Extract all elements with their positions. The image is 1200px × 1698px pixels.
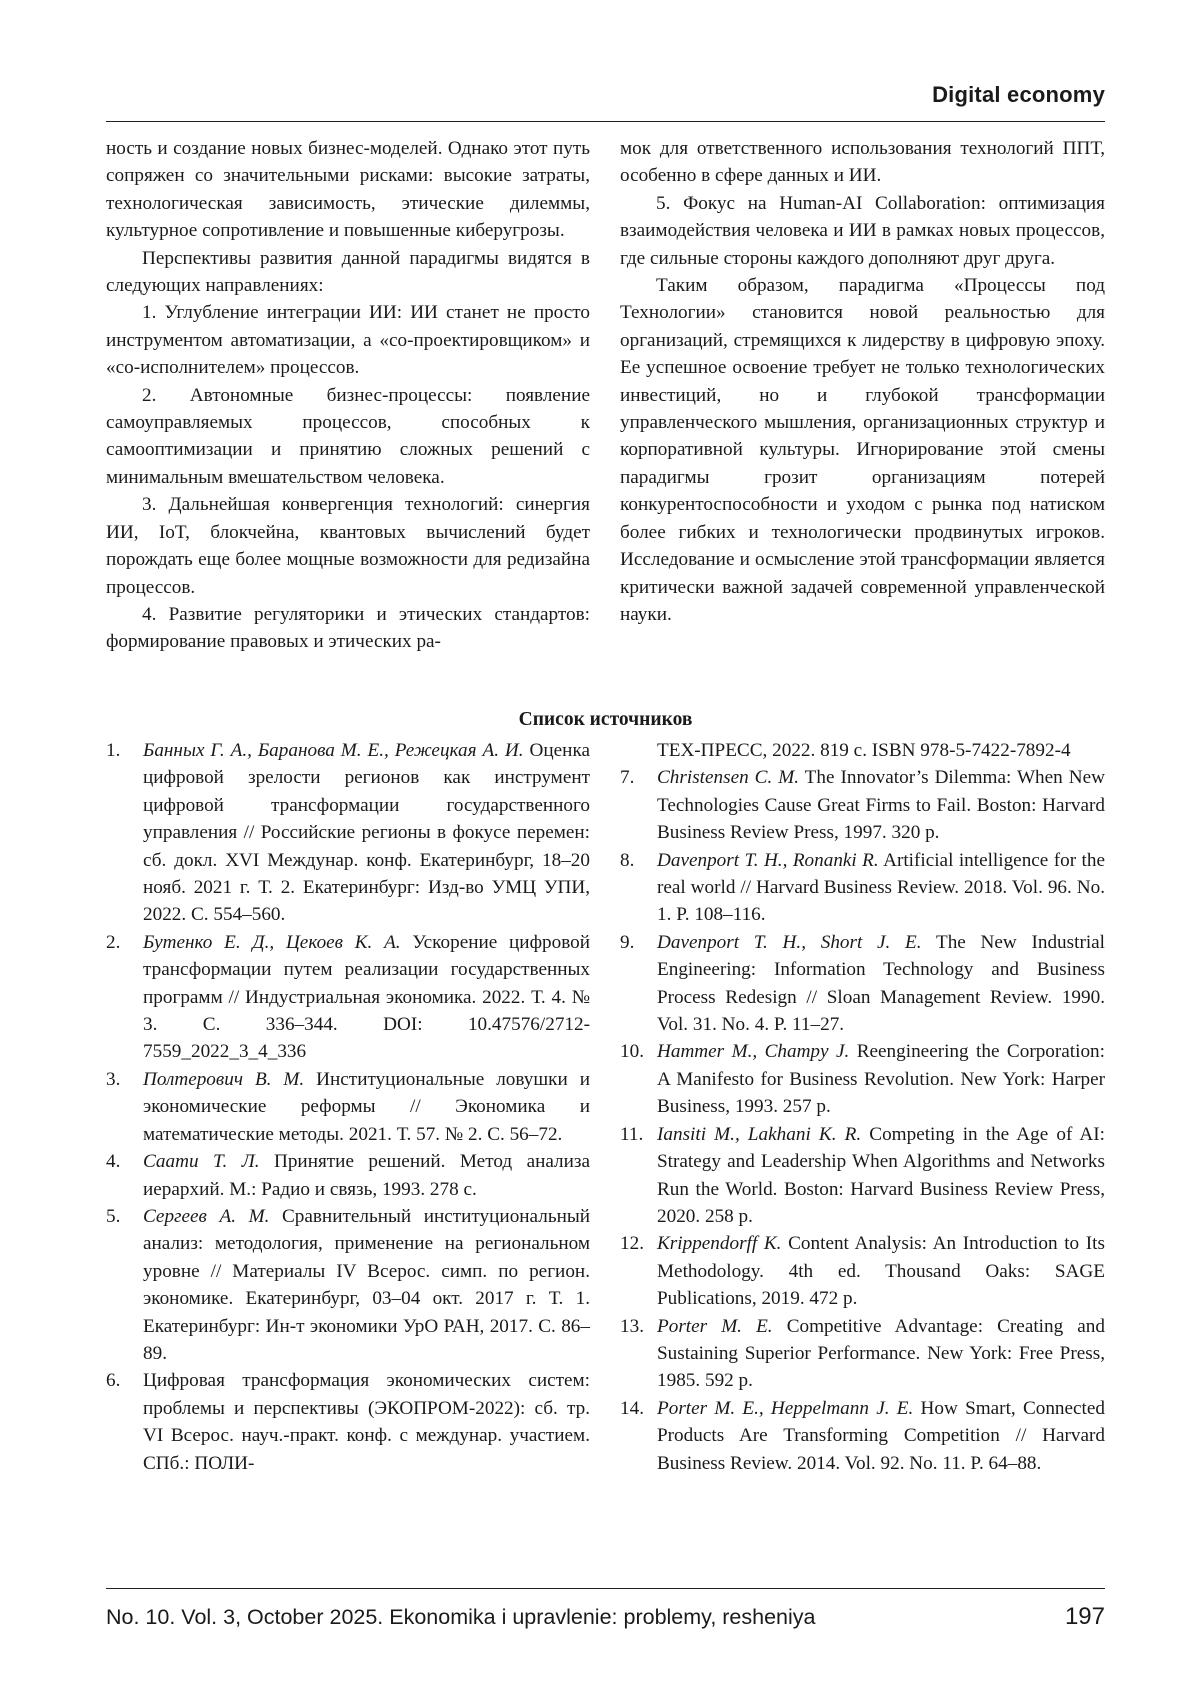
reference-authors: Krippendorff K. (657, 1233, 782, 1255)
reference-number: 6. (106, 1370, 121, 1392)
reference-number: 10. (620, 1041, 644, 1063)
reference-item (620, 764, 1105, 846)
reference-number: 1. (106, 740, 121, 761)
reference-item (106, 1203, 590, 1367)
reference-text: Artificial intelligence for the real world // Harvard Business Review. 2018. Vol. 96. No. 1. P. 108–116. (657, 849, 1105, 926)
reference-text: Сравнительный институциональный анализ: методология, применение на региональном уровне // Материалы IV Всерос. симп. по регион. экономике. Екатеринбург, 03–04 окт. 2017 г. Т. 1. Екатеринбург: Ин-т экономики УрО РАН, 2017. С. 86–89. (143, 1205, 590, 1364)
reference-text: How Smart, Connected Products Are Transforming Competition // Harvard Business Review. 2014. Vol. 92. No. 11. P. 64–88. (657, 1397, 1105, 1474)
reference-number: 3. (106, 1068, 121, 1090)
reference-number: 13. (620, 1315, 644, 1337)
reference-authors: Porter M. E., Heppelmann J. E. (657, 1397, 914, 1419)
paragraph: Таким образом, парадигма «Процессы под Технологии» становится новой реальностью для организаций, стремящихся к лидерству в цифровую эпоху. Ее успешное освоение требует не только технологических инвестиций, но и глубокой трансформации управленческого мышления, организационных структур и корпоративной культуры. Игнорирование этой смены парадигмы грозит организациям потерей конкурентоспособности и уходом с рынка под натиском более гибких и технологически продвинутых игроков. Исследование и осмысление этой трансформации является критически важной задачей современной управленческой науки. (620, 275, 1105, 625)
reference-text: Competitive Advantage: Creating and Sustaining Superior Performance. New York: Free Press, 1985. 592 p. (657, 1315, 1105, 1392)
reference-item (106, 737, 590, 929)
reference-authors: Сергеев А. М. (143, 1205, 270, 1227)
reference-authors: Hammer M., Champy J. (657, 1041, 850, 1063)
paragraph: Перспективы развития данной парадигмы видятся в следующих направлениях: (106, 247, 590, 297)
reference-item (620, 1395, 1105, 1477)
reference-authors: Iansiti M., Lakhani K. R. (657, 1123, 862, 1145)
references-column-right (620, 737, 1105, 1477)
list-paragraph: 5. Фокус на Human-AI Collaboration: оптимизация взаимодействия человека и ИИ в рамках новых процессов, где сильные стороны каждого дополняют друг друга. (620, 192, 1105, 269)
reference-item (620, 1038, 1105, 1120)
list-paragraph: 4. Развитие регуляторики и этических стандартов: формирование правовых и этических ра- (106, 603, 590, 653)
reference-item (106, 1066, 590, 1148)
header-divider (106, 121, 1105, 122)
reference-item (106, 929, 590, 1066)
list-paragraph: 2. Автономные бизнес-процессы: появление самоуправляемых процессов, способных к самооптимизации и принятию сложных решений с минимальным вмешательством человека. (106, 384, 590, 488)
reference-authors: Полтерович В. М. (143, 1068, 305, 1090)
reference-text: The Innovator’s Dilemma: When New Technologies Cause Great Firms to Fail. Boston: Harvard Business Review Press, 1997. 320 p. (657, 767, 1105, 844)
reference-number: 12. (620, 1233, 644, 1255)
reference-text: Content Analysis: An Introduction to Its Methodology. 4th ed. Thousand Oaks: SAGE Publications, 2019. 472 p. (657, 1233, 1105, 1310)
reference-text: The New Industrial Engineering: Information Technology and Business Process Redesign // Sloan Management Review. 1990. Vol. 31. No. 4. P. 11–27. (657, 931, 1106, 1036)
reference-text: Reengineering the Corporation: A Manifesto for Business Revolution. New York: Harper Business, 1993. 257 p. (657, 1041, 1105, 1118)
reference-item (620, 1121, 1105, 1231)
footer-divider (106, 1588, 1105, 1589)
reference-authors: Бутенко Е. Д., Цекоев К. А. (143, 931, 401, 953)
paragraph: ность и создание новых бизнес-моделей. Однако этот путь сопряжен со значительными рисками: высокие затраты, технологическая зависимость, этические дилеммы, культурное сопротивление и повышенные киберугрозы. (106, 138, 590, 242)
reference-number: 14. (620, 1397, 644, 1419)
list-paragraph: 1. Углубление интеграции ИИ: ИИ станет не просто инструментом автоматизации, а «со-проектировщиком» и «со-исполнителем» процессов. (106, 302, 590, 379)
reference-item (620, 929, 1105, 1039)
footer-journal-info: No. 10. Vol. 3, October 2025. Ekonomika i upravlenie: problemy, resheniya (106, 1605, 816, 1629)
reference-authors: Саати Т. Л. (143, 1151, 260, 1173)
reference-text: Принятие решений. Метод анализа иерархий. М.: Радио и связь, 1993. 278 с. (143, 1151, 590, 1200)
reference-authors: Davenport T. H., Short J. E. (657, 931, 922, 953)
reference-authors: Davenport T. H., Ronanki R. (657, 849, 879, 871)
reference-item (106, 1367, 590, 1477)
reference-text: Цифровая трансформация экономических систем: проблемы и перспективы (ЭКОПРОМ-2022): сб. тр. VI Всерос. науч.-практ. конф. с междунар. участием. СПб.: ПОЛИ- (143, 1370, 590, 1474)
reference-item (620, 1230, 1105, 1312)
reference-continuation: ТЕХ-ПРЕСС, 2022. 819 с. ISBN 978-5-7422-7892-4 (657, 740, 1071, 761)
reference-number: 5. (106, 1205, 121, 1227)
references-heading: Список источников (518, 709, 693, 730)
references-column-left (106, 737, 590, 1477)
body-column-left (106, 135, 590, 656)
reference-text: Институциональные ловушки и экономические реформы // Экономика и математические методы. 2021. Т. 57. № 2. С. 56–72. (143, 1068, 590, 1145)
reference-number: 4. (106, 1151, 121, 1173)
reference-number: 9. (620, 931, 635, 953)
reference-item (620, 847, 1105, 929)
reference-number: 11. (620, 1123, 644, 1145)
reference-number: 7. (620, 767, 635, 789)
reference-text: Ускорение цифровой трансформации путем реализации государственных программ // Индустриальная экономика. 2022. Т. 4. № 3. С. 336–344. DOI: 10.47576/2712-7559_2022_3_4_336 (143, 931, 590, 1063)
reference-item (106, 1148, 590, 1203)
reference-number: 2. (106, 931, 121, 953)
reference-authors: Christensen C. M. (657, 767, 800, 789)
paragraph: мок для ответственного использования технологий ППТ, особенно в сфере данных и ИИ. (620, 138, 1105, 187)
reference-number: 8. (620, 849, 635, 871)
reference-text: Оценка цифровой зрелости регионов как инструмент цифровой трансформации государственного управления // Российские регионы в фокусе перемен: сб. докл. XVI Междунар. конф. Екатеринбург, 18–20 нояб. 2021 г. Т. 2. Екатеринбург: Изд-во УМЦ УПИ, 2022. С. 554–560. (143, 740, 590, 926)
reference-text: Competing in the Age of AI: Strategy and Leadership When Algorithms and Networks Run the World. Boston: Harvard Business Review Press, 2020. 258 p. (657, 1123, 1105, 1227)
reference-authors: Банных Г. А., Баранова М. Е., Режецкая А. И. (143, 740, 524, 761)
list-paragraph: 3. Дальнейшая конвергенция технологий: синергия ИИ, IoT, блокчейна, квантовых вычислений будет порождать еще более мощные возможности для редизайна процессов. (106, 494, 590, 598)
page-number: 197 (1064, 1603, 1105, 1630)
body-column-right (620, 135, 1105, 628)
reference-authors: Porter M. E. (657, 1315, 773, 1337)
running-header-section: Digital economy (932, 82, 1105, 107)
reference-item (620, 1313, 1105, 1395)
